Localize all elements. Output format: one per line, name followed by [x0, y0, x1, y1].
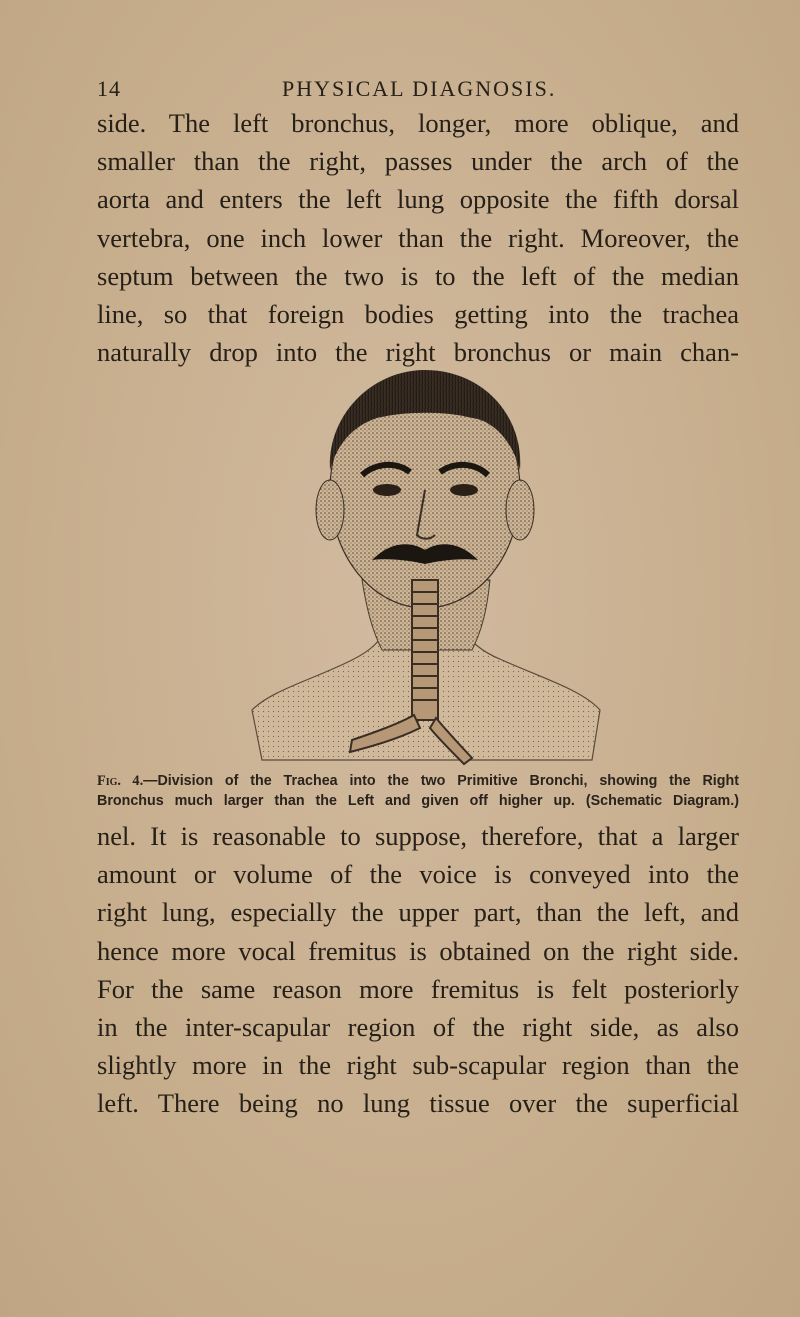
text-line: naturally drop into the right bronchus or main chan- [97, 337, 739, 368]
running-head: PHYSICAL DIAGNOSIS. [282, 76, 557, 101]
left-eye [373, 484, 401, 496]
text-line: septum between the two is to the left of the median [97, 260, 739, 291]
right-eye [450, 484, 478, 496]
text-line: nel. It is reasonable to suppose, therefore, that a larger [97, 821, 739, 851]
paragraph-top [97, 104, 739, 371]
text-line: line, so that foreign bodies getting into the trachea [97, 299, 739, 330]
caption-text-1: —Division of the Trachea into the two Primitive Bronchi, showing the Right [143, 773, 739, 789]
text-line: hence more vocal fremitus is obtained on the right side. [97, 935, 739, 966]
text-line: slightly more in the right sub-scapular region than the [97, 1050, 739, 1081]
caption-line: Bronchus much larger than the Left and given off higher up. (Schematic Diagram.) [97, 793, 739, 809]
trachea-illustration [232, 360, 617, 770]
text-line: For the same reason more fremitus is felt posteriorly [97, 973, 739, 1004]
text-line: left. There being no lung tissue over the superficial [97, 1088, 739, 1119]
text-line: in the inter-scapular region of the right side, as also [97, 1012, 739, 1043]
page-number: 14 [97, 76, 121, 101]
text-line: right lung, especially the upper part, than the left, and [97, 897, 739, 928]
text-line: aorta and enters the left lung opposite the fifth dorsal [97, 184, 739, 215]
text-line: vertebra, one inch lower than the right. Moreover, the [97, 222, 739, 253]
figure-caption [97, 771, 739, 811]
caption-line [97, 771, 739, 791]
trachea [412, 580, 438, 720]
right-ear [506, 480, 534, 540]
text-line: amount or volume of the voice is conveyed into the [97, 859, 739, 890]
text-line: side. The left bronchus, longer, more oblique, and [97, 108, 739, 138]
left-ear [316, 480, 344, 540]
page-header [97, 76, 737, 106]
paragraph-bottom [97, 817, 739, 1123]
text-line: smaller than the right, passes under the arch of the [97, 146, 739, 177]
figure-label: Fig. 4. [97, 773, 144, 789]
